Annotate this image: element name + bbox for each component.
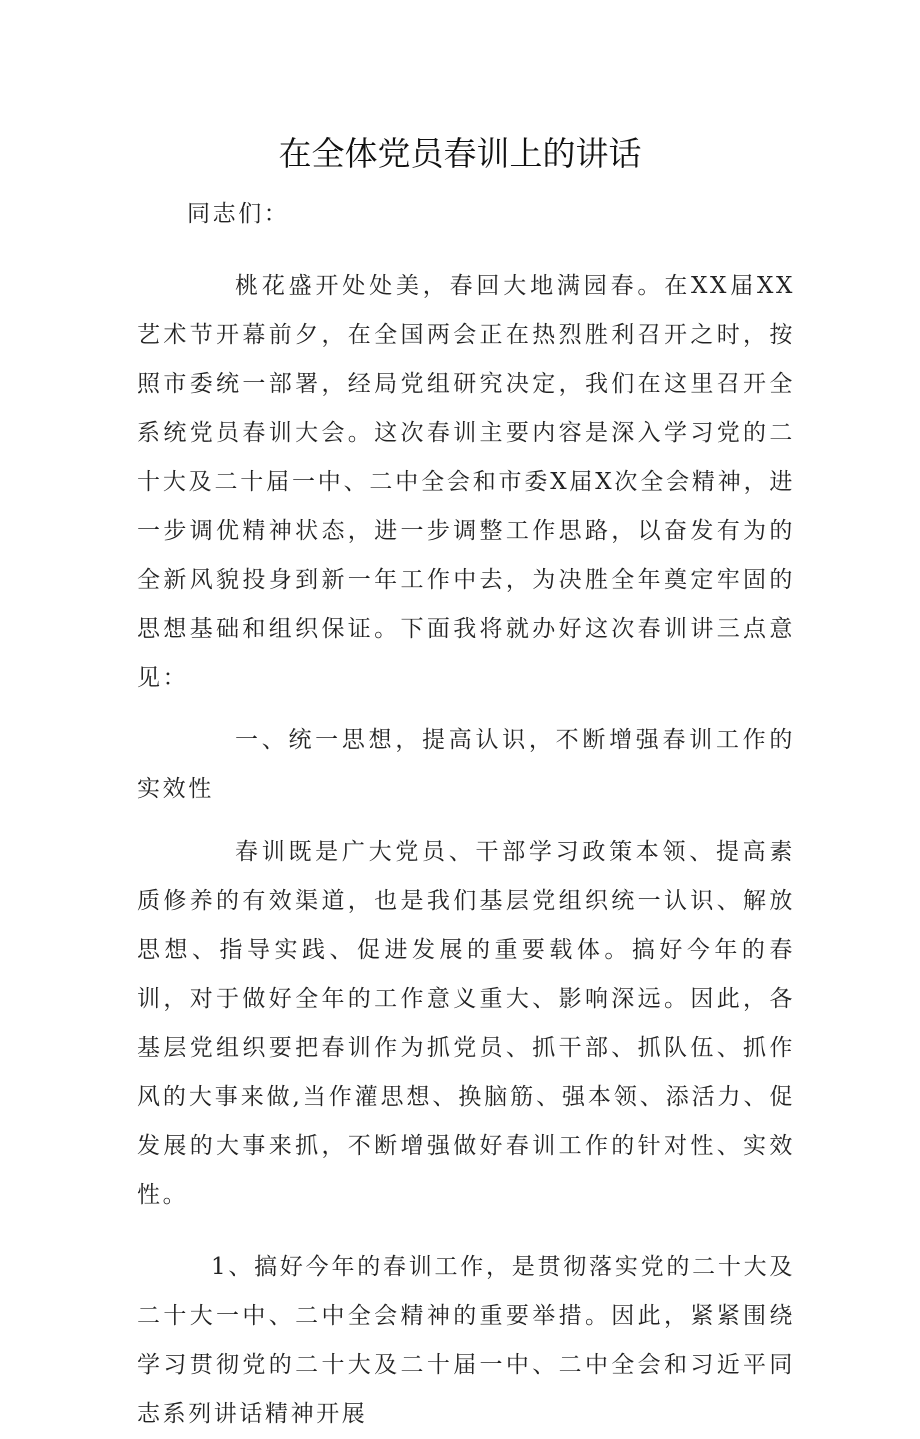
salutation: 同志们： <box>187 201 290 227</box>
document-title: 在全体党员春训上的讲话 <box>278 134 642 173</box>
intro-paragraph: 桃花盛开处处美，春回大地满园春。在XX届XX艺术节开幕前夕，在全国两会正在热烈胜利召开之时，按照市委统一部署，经局党组研究决定，我们在这里召开全系统党员春训大会。这次春训主要内容是深入学习党的二十大及二十届一中、二中全会和市委X届X次全会精神，进一步调优精神状态，进一步调整工作思路，以奋发有为的全新风貌投身到新一年工作中去，为决胜全年奠定牢固的思想基础和组织保证。下面我将就办好这次春训讲三点意见： <box>137 273 795 691</box>
section-1-paragraph: 春训既是广大党员、干部学习政策本领、提高素质修养的有效渠道，也是我们基层党组织统一认识、解放思想、指导实践、促进发展的重要载体。搞好今年的春训，对于做好全年的工作意义重大、影响深远。因此，各基层党组织要把春训作为抓党员、抓干部、抓队伍、抓作风的大事来做,当作灌思想、换脑筋、强本领、添活力、促发展的大事来抓，不断增强做好春训工作的针对性、实效性。 <box>137 839 795 1208</box>
point-1-paragraph: 1、搞好今年的春训工作，是贯彻落实党的二十大及二十大一中、二中全会精神的重要举措。因此，紧紧围绕学习贯彻党的二十大及二十届一中、二中全会和习近平同志系列讲话精神开展 <box>137 1254 795 1427</box>
document-body <box>137 190 795 1439</box>
section-heading-1: 一、统一思想，提高认识，不断增强春训工作的实效性 <box>137 727 795 802</box>
